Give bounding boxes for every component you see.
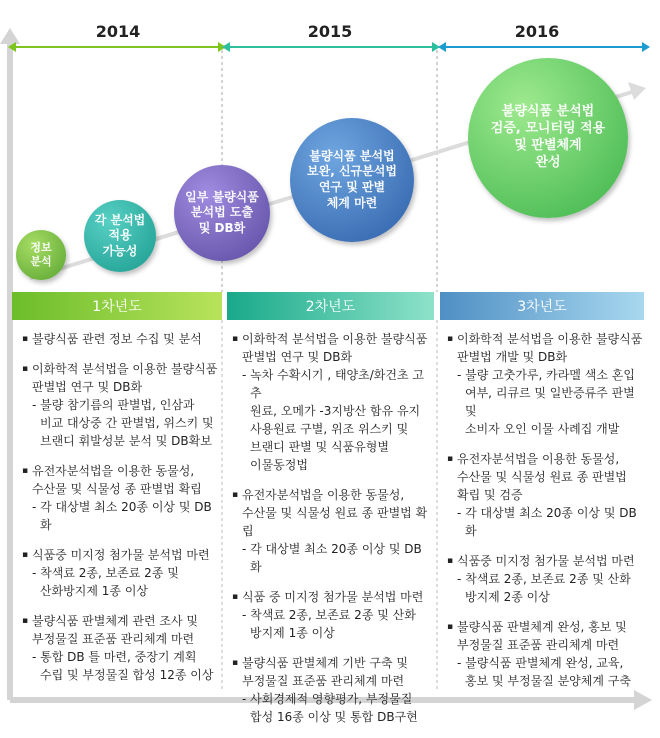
phase-label-1: 1차년도 — [92, 299, 142, 315]
list-item — [22, 360, 220, 450]
list-item-detail: - 녹차 수확시기 , 태양초/화건초 고추 원료, 오메가 -3지방산 함유 유지 사용원료 구별, 위조 위스키 및 브랜디 판별 및 식품유형별 이물동정법 — [242, 368, 424, 472]
list-item — [232, 486, 432, 576]
list-item-detail: - 각 대상별 최소 20종 이상 및 DB화 — [32, 500, 212, 532]
y-axis-arrow-icon — [0, 28, 20, 44]
list-item-heading: ▪ 유전자분석법을 이용한 동물성, 수산물 및 식물성 종 판별법 확립 — [22, 462, 220, 498]
year-label-2016: 2016 — [514, 22, 560, 41]
column-year-1 — [22, 330, 220, 696]
list-item — [447, 552, 647, 606]
stage-circle-1: 정보 분석 — [16, 230, 66, 280]
list-item-heading: ▪ 이화학적 분석법을 이용한 불량식품 판별법 연구 및 DB화 — [232, 330, 432, 366]
list-item-heading: ▪ 불량식품 판별체계 완성, 홍보 및 부정물질 표준품 관리체계 마련 — [447, 618, 647, 654]
list-item-detail: - 불량 참기름의 판별법, 인삼과 비교 대상중 간 판별법, 위스키 및 브랜디 휘발성분 분석 및 DB확보 — [32, 398, 214, 448]
list-item-detail: - 사회경제적 영향평가, 부정물질 합성 16종 이상 및 통합 DB구현 — [242, 692, 418, 724]
list-item-heading: ▪ 이화학적 분석법을 이용한 불량식품 판별법 연구 및 DB화 — [22, 360, 220, 396]
list-item-detail: - 통합 DB 틀 마련, 중장기 계획 수립 및 부정물질 합성 12종 이상 — [32, 650, 214, 682]
list-item-detail: - 불량식품 판별체계 완성, 교육, 홍보 및 부정물질 분양체계 구축 — [457, 656, 631, 688]
list-item — [232, 588, 432, 642]
list-item-heading: ▪ 유전자분석법을 이용한 동물성, 수산물 및 식물성 원료 종 판별법 확립 — [232, 486, 432, 540]
phase-label-2: 2차년도 — [305, 299, 356, 315]
year-label-2014: 2014 — [95, 22, 141, 41]
list-item-detail: - 착색료 2종, 보존료 2종 및 산화방지제 1종 이상 — [32, 566, 179, 598]
list-item-heading: ▪ 유전자분석법을 이용한 동물성, 수산물 및 식물성 원료 종 판별법 확립 및 검증 — [447, 450, 647, 504]
list-item-heading: ▪ 식품중 미지정 첨가물 분석법 마련 — [447, 552, 647, 570]
stage-circle-5: 불량식품 분석법 검증, 모니터링 적용 및 판별체계 완성 — [468, 58, 628, 218]
stage-circle-2: 각 분석법 적용 가능성 — [84, 200, 156, 272]
column-year-2 — [232, 330, 432, 738]
list-item-heading: ▪ 불량식품 관련 정보 수집 및 분석 — [22, 330, 220, 348]
list-item-heading: ▪ 식품중 미지정 첨가물 분석법 마련 — [22, 546, 220, 564]
list-item-detail: - 각 대상별 최소 20종 이상 및 DB화 — [242, 542, 422, 574]
list-item — [447, 330, 647, 438]
list-item — [22, 546, 220, 600]
list-item — [447, 450, 647, 540]
stage-circle-3: 일부 불량식품 분석법 도출 및 DB화 — [174, 165, 270, 261]
list-item-detail: - 착색료 2종, 보존료 2종 및 산화 방지제 1종 이상 — [242, 608, 416, 640]
list-item-detail: - 각 대상별 최소 20종 이상 및 DB화 — [457, 506, 637, 538]
year-label-2015: 2015 — [307, 22, 353, 41]
list-item-detail: - 불량 고춧가루, 카라멜 색소 혼입 여부, 리큐르 및 일반증류주 판별 및 소비자 오인 이물 사례집 개발 — [457, 368, 635, 436]
list-item-detail: - 착색료 2종, 보존료 2종 및 산화 방지제 2종 이상 — [457, 572, 631, 604]
column-year-3 — [447, 330, 647, 702]
list-item-heading: ▪ 불량식품 판별체계 관련 조사 및 부정물질 표준품 관리체계 마련 — [22, 612, 220, 648]
phase-label-3: 3차년도 — [517, 299, 567, 315]
list-item — [232, 330, 432, 474]
list-item — [22, 612, 220, 684]
list-item — [447, 618, 647, 690]
list-item-heading: ▪ 불량식품 판별체계 기반 구축 및 부정물질 표준품 관리체계 마련 — [232, 654, 432, 690]
list-item-heading: ▪ 이화학적 분석법을 이용한 불량식품 판별법 개발 및 DB화 — [447, 330, 647, 366]
stage-circle-4: 불량식품 분석법 보완, 신규분석법 연구 및 판별 체계 마련 — [290, 118, 414, 242]
list-item — [22, 462, 220, 534]
list-item — [22, 330, 220, 348]
list-item — [232, 654, 432, 726]
list-item-heading: ▪ 식품 중 미지정 첨가물 분석법 마련 — [232, 588, 432, 606]
